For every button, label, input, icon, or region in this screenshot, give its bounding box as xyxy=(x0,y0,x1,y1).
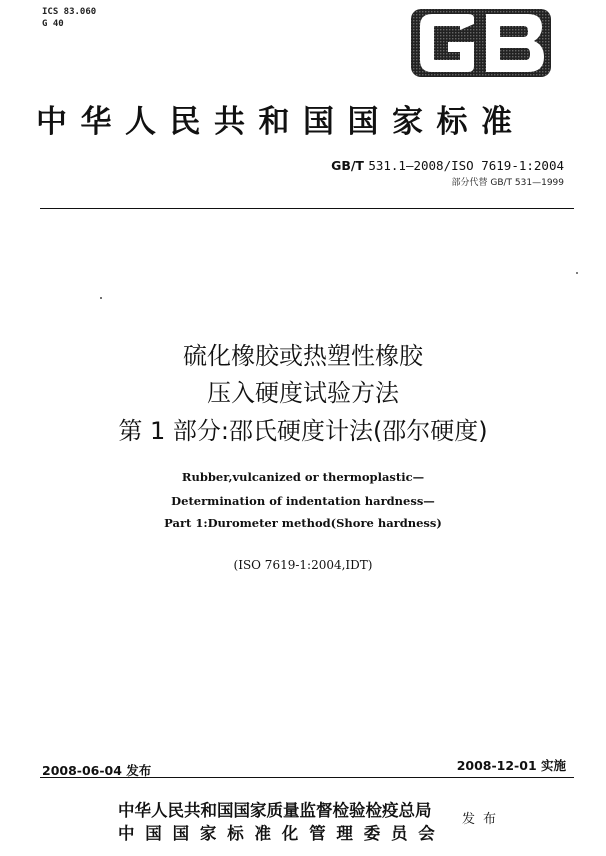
standard-number-prefix: GB/T xyxy=(331,158,364,173)
issuer-org-2: 中国国家标准化管理委员会 xyxy=(118,824,446,843)
standard-number-main: 531.1—2008/ISO 7619-1:2004 xyxy=(368,158,564,173)
header-divider xyxy=(40,208,574,209)
title-en-line2: Determination of indentation hardness— xyxy=(171,494,435,508)
implementation-date: 2008-12-01 实施 xyxy=(456,758,566,773)
national-standard-title: 中华人民共和国国家标准 xyxy=(36,104,526,140)
classification-codes xyxy=(42,6,96,30)
standard-number xyxy=(331,158,564,173)
speck xyxy=(100,297,102,299)
title-en-line3: Part 1:Durometer method(Shore hardness) xyxy=(164,516,442,530)
publish-label: 发布 xyxy=(462,812,505,827)
ics-code: ICS 83.060 xyxy=(42,7,97,17)
replaces-note: 部分代替 GB/T 531—1999 xyxy=(451,178,564,188)
title-cn-line1: 硫化橡胶或热塑性橡胶 xyxy=(183,342,423,370)
speck xyxy=(576,272,578,274)
title-en-line1: Rubber,vulcanized or thermoplastic— xyxy=(181,470,425,484)
ccs-code: G 40 xyxy=(42,19,64,29)
issue-date: 2008-06-04 发布 xyxy=(42,763,152,778)
footer-divider xyxy=(40,777,574,778)
issuer-org-1: 中华人民共和国国家质量监督检验检疫总局 xyxy=(118,801,432,820)
iso-reference: (ISO 7619-1:2004,IDT) xyxy=(233,558,373,572)
title-cn-line2: 压入硬度试验方法 xyxy=(207,379,399,407)
title-cn-line3: 第 1 部分:邵氏硬度计法(邵尔硬度) xyxy=(118,417,488,445)
gb-logo xyxy=(410,8,552,78)
